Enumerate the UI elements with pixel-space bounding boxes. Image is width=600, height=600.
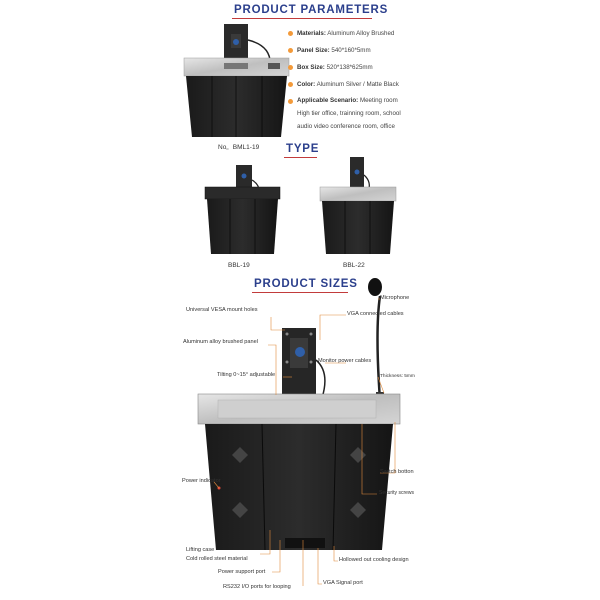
- callout-microphone: Microphone: [380, 295, 410, 301]
- sizes-product-image: [198, 278, 400, 550]
- spec-scenario: Applicable Scenario: Meeting room: [297, 97, 398, 104]
- callout-lifting-case: Lifting case: [186, 547, 215, 553]
- lifting-case: [205, 424, 393, 550]
- top-product-image: [184, 24, 289, 137]
- callout-vesa: Universal VESA mount holes: [186, 307, 258, 313]
- bullet-panel: [288, 48, 293, 53]
- callout-security: Security screws: [379, 490, 415, 496]
- type-bbl22-label: BBL-22: [343, 262, 365, 269]
- microphone-head: [368, 278, 382, 296]
- type-bbl19-label: BBL-19: [228, 262, 250, 269]
- bullet-box: [288, 65, 293, 70]
- callout-steel: Cold rolled steel material: [186, 556, 248, 562]
- callout-power-indicator: Power indicator: [182, 478, 221, 484]
- spec-materials: Materials: Aluminum Alloy Brushed: [297, 30, 395, 37]
- callout-tilt: Tilting 0~15° adjustable: [217, 372, 276, 378]
- callout-thickness: Thickness: 5mm: [380, 374, 415, 379]
- params-title: PRODUCT PARAMETERS: [234, 4, 389, 16]
- spec-box-size: Box Size: 520*138*625mm: [297, 64, 373, 71]
- type-title: TYPE: [286, 143, 320, 155]
- spec-scenario-line3: audio video conference room, office: [297, 123, 395, 130]
- callout-power-port: Power support port: [218, 569, 266, 575]
- callout-panel: Aluminum alloy brushed panel: [183, 339, 258, 345]
- bullet-materials: [288, 31, 293, 36]
- callout-switch: Switch botton: [380, 469, 414, 475]
- callout-vga-cables: VGA connected cables: [347, 311, 404, 317]
- bullet-scenario: [288, 99, 293, 104]
- callout-vga-port: VGA Signal port: [323, 580, 363, 586]
- callout-rs232: RS232 I/O ports for looping: [223, 584, 291, 590]
- type-bbl19-image: [205, 165, 280, 254]
- spec-scenario-line2: High tier office, trainning room, school: [297, 110, 401, 117]
- type-bbl22-image: [320, 157, 396, 254]
- callout-monitor-power: Monitor power cables: [318, 358, 372, 364]
- bullet-color: [288, 82, 293, 87]
- callout-cooling: Hollowed out cooling design: [339, 557, 409, 563]
- spec-color: Color: Aluminum Silver / Matte Black: [297, 81, 399, 88]
- product-number: No。BML1-19: [218, 144, 260, 151]
- spec-panel-size: Panel Size: 540*160*5mm: [297, 47, 371, 54]
- sizes-title: PRODUCT SIZES: [254, 278, 358, 290]
